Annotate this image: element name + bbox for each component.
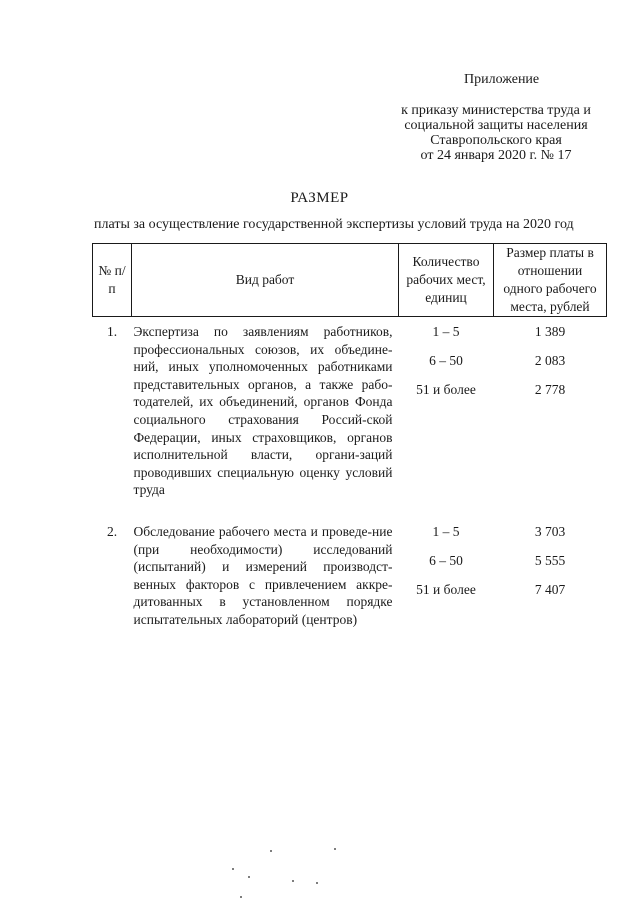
order-line-2: социальной защиты населения <box>404 118 588 133</box>
size-value: 7 407 <box>534 581 566 597</box>
count-value: 6 – 50 <box>429 552 463 568</box>
row-num: 1. <box>106 324 118 339</box>
count-value: 1 – 5 <box>432 324 460 339</box>
header-size: Размер платы в отношении одного рабочего места, рублей <box>494 244 607 317</box>
header-num: № п/п <box>93 244 132 317</box>
size-value: 2 778 <box>534 382 566 397</box>
order-line-3: Ставропольского края <box>430 133 562 148</box>
row-num: 2. <box>106 523 118 539</box>
order-line-1: к приказу министерства труда и <box>401 103 591 118</box>
size-value: 2 083 <box>534 353 566 368</box>
row-counts <box>399 317 494 499</box>
count-value: 6 – 50 <box>429 353 463 368</box>
table-row <box>93 317 607 499</box>
size-value: 1 389 <box>534 324 566 339</box>
row-sizes <box>494 517 607 629</box>
size-value: 3 703 <box>534 523 566 539</box>
count-value: 1 – 5 <box>432 523 460 539</box>
fee-table <box>92 243 607 629</box>
count-value: 51 и более <box>416 382 476 397</box>
order-line-4: от 24 января 2020 г. № 17 <box>420 148 572 163</box>
appendix-block <box>380 72 639 163</box>
row-sizes <box>494 317 607 499</box>
table-row <box>93 517 607 629</box>
row-work: Экспертиза по заявлениям работников, профессиональных союзов, их объедине-ний, иных уполномоченных работниками представительных органов, а также рабо-тодателей, их объединений, органов Фонда социального страхования Россий-ской Федерации, иных страховщиков, органов исполнительной власти, органи-заций проводивших специальную оценку условий труда <box>133 324 393 498</box>
scan-specks <box>230 840 350 900</box>
table-header-row <box>93 244 607 317</box>
size-value: 5 555 <box>534 552 566 568</box>
header-count: Количество рабочих мест, единиц <box>399 244 494 317</box>
appendix-title: Приложение <box>464 72 540 87</box>
row-spacer <box>93 499 607 517</box>
row-work: Обследование рабочего места и проведе-ние (при необходимости) исследований (испытаний) и измерений производст-венных факторов с привлечением аккре-дитованных в установленном порядке испытательных лабораторий (центров) <box>133 523 393 627</box>
order-reference <box>380 103 612 163</box>
header-work: Вид работ <box>132 244 399 317</box>
document-title: РАЗМЕР <box>290 190 349 206</box>
row-counts <box>399 517 494 629</box>
count-value: 51 и более <box>416 581 476 597</box>
document-subtitle: платы за осуществление государственной экспертизы условий труда на 2020 год <box>94 217 574 232</box>
